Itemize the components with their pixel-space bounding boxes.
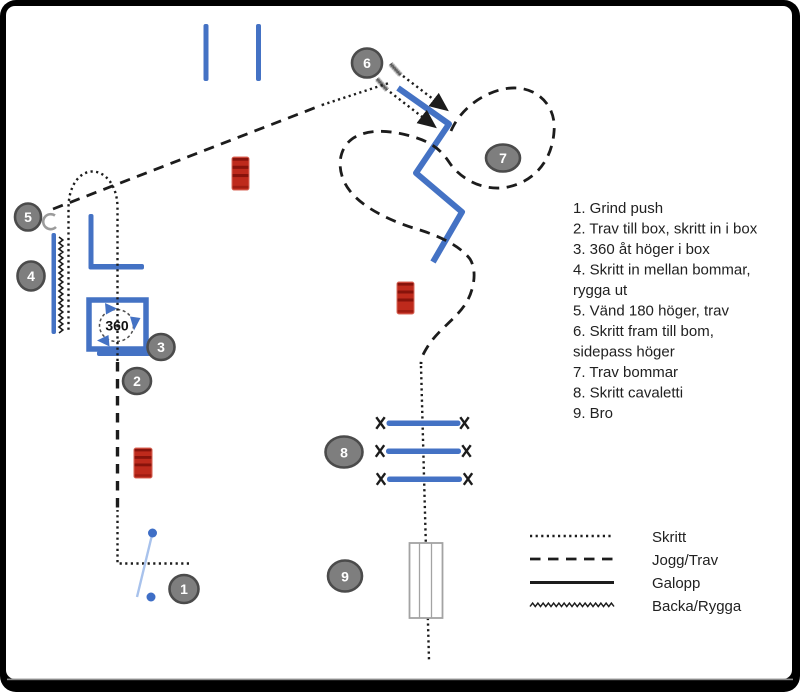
station-marker-3 — [148, 334, 175, 360]
station-number: 8 — [340, 444, 348, 461]
station-number: 6 — [363, 55, 371, 71]
cavaletti-bar — [386, 449, 461, 455]
legend-label: Jogg/Trav — [652, 552, 719, 569]
station-number: 4 — [27, 268, 35, 284]
station-marker-5 — [15, 204, 41, 231]
instruction-line: 6. Skritt fram till bom, — [573, 323, 714, 340]
pole-icon — [89, 264, 145, 270]
station-marker-2 — [123, 368, 151, 394]
instruction-line: 4. Skritt in mellan bommar, — [573, 261, 751, 279]
bridge — [410, 543, 443, 618]
instruction-line: 9. Bro — [573, 405, 614, 422]
legend-label: Skritt — [652, 529, 687, 546]
frame-accent-line — [7, 679, 793, 681]
instruction-line: sidepass höger — [573, 343, 675, 361]
station-number: 1 — [180, 581, 188, 597]
station-marker-6 — [352, 49, 382, 78]
station-marker-7 — [486, 145, 520, 172]
gate-post-icon — [147, 593, 156, 602]
station-number: 7 — [499, 150, 507, 166]
barrel-icon — [232, 157, 249, 190]
instruction-line: 2. Trav till box, skritt in i box — [573, 220, 758, 238]
station-number: 5 — [24, 209, 32, 225]
station-marker-8 — [326, 437, 363, 468]
legend-label: Galopp — [652, 575, 701, 592]
station-number: 9 — [341, 568, 349, 585]
station4-pole — [52, 233, 57, 334]
station-marker-4 — [18, 262, 45, 291]
box-360-label: 360 — [105, 317, 129, 334]
pole-icon — [204, 24, 209, 81]
pole-icon — [89, 214, 94, 269]
cavaletti-bar — [387, 421, 461, 427]
instruction-line: 1. Grind push — [573, 200, 664, 217]
station-number: 3 — [157, 339, 165, 355]
instruction-line: 7. Trav bommar — [573, 364, 679, 381]
cavaletti-bar — [387, 477, 462, 483]
bridge-deck — [410, 543, 443, 618]
station-marker-1 — [170, 575, 199, 603]
station-number: 2 — [133, 373, 141, 389]
pole-icon — [256, 24, 261, 81]
legend-label: Backa/Rygga — [652, 598, 742, 615]
instruction-line: 5. Vänd 180 höger, trav — [573, 302, 729, 320]
instruction-line: rygga ut — [573, 282, 628, 299]
barrel-icon — [397, 282, 414, 314]
pole-icon — [97, 351, 153, 356]
barrel-icon — [134, 448, 152, 478]
gate-post-icon — [148, 529, 157, 538]
station-marker-9 — [328, 561, 362, 592]
instruction-line: 3. 360 åt höger i box — [573, 241, 710, 258]
instruction-line: 8. Skritt cavaletti — [573, 384, 684, 402]
